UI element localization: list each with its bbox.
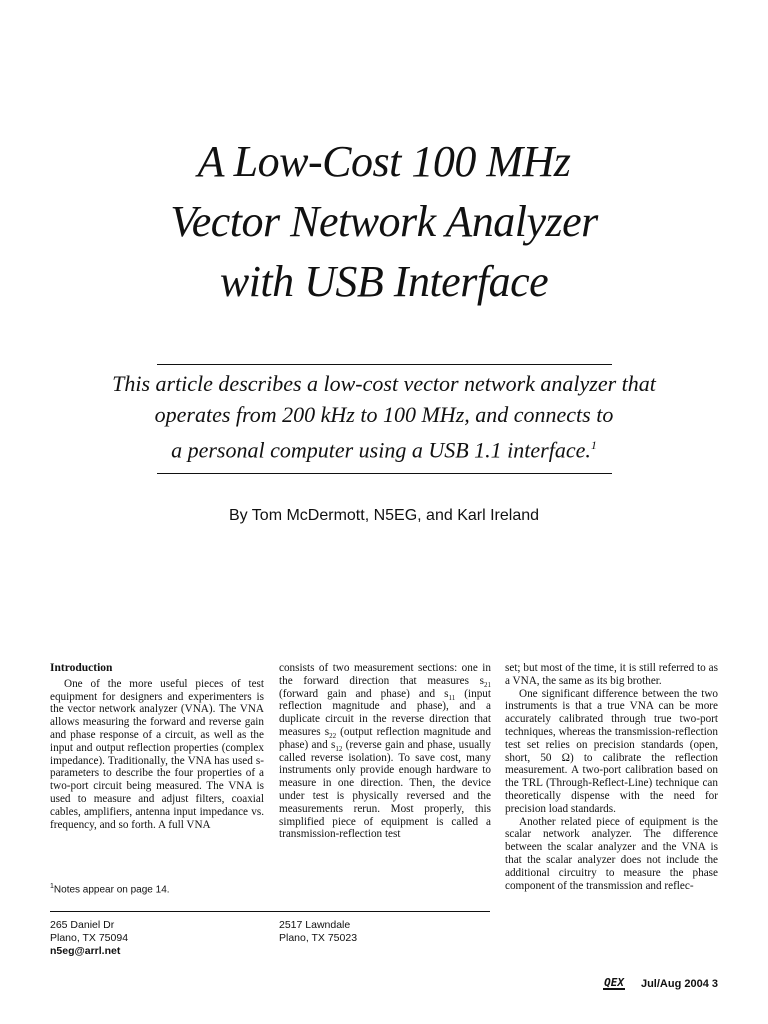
col1-paragraph: One of the more useful pieces of test equipment for designers and experimenters is the vector network analyzer (VNA). The VNA allows measuring the forward and reverse gain and phase response of a circuit, as well as the input and output reflection properties (complex impedance). Traditionally, the VNA has used s-parameters to describe the four properties of a two-port circuit being measured. The VNA is used to measure and adjust filters, coaxial cables, amplifiers, antenna input impedance vs. frequency, and so forth. A full VNA: [50, 677, 264, 831]
footnote-text: Notes appear on page 14.: [53, 884, 170, 896]
page-number: 3: [711, 978, 718, 990]
byline: By Tom McDermott, N5EG, and Karl Ireland: [228, 507, 540, 524]
body-column-3: [505, 662, 718, 892]
body-column-2: [279, 662, 491, 841]
col3-paragraph-3: Another related piece of equipment is the scalar network analyzer. The difference between the scalar analyzer and the VNA is that the scalar analyzer does not include the additional circuitry to measure the phase component of the transmission and reflec-: [505, 815, 718, 892]
author1-address: [50, 919, 128, 958]
title-line-1: A Low-Cost 100 MHz: [197, 137, 571, 186]
body-column-1: [50, 662, 264, 831]
author2-city: Plano, TX 75023: [279, 932, 358, 944]
footer-issue: Jul/Aug 2004 3: [640, 978, 718, 990]
abstract: [90, 368, 678, 465]
author1-street: 265 Daniel Dr: [50, 919, 115, 931]
abstract-line-3: a personal computer using a USB 1.1 interface.$^1$: [171, 437, 597, 463]
abstract-note-mark: 1: [590, 438, 597, 452]
address-rule: [50, 911, 490, 912]
page-footer: [603, 978, 718, 990]
title-line-2: Vector Network Analyzer: [170, 197, 598, 246]
col3-paragraph-2: One significant difference between the two instruments is that a true VNA can be more accurately calibrated through true two-port techniques, whereas the transmission-reflection test set relies on precision standards (open, short, 50 Ω) to calibrate the reflection measurement. A two-port calibration based on the TRL (Through-Reflect-Line) technique can theoretically dispense with the need for precision load standards.: [505, 687, 718, 815]
col2-paragraph: consists of two measurement sections: one in the forward direction that measures $s_{21}$ (forward gain and phase) and $s_{11}$ (input reflection magnitude and phase), and a duplicate circuit in the reverse direction that measures $s_{22}$ (output reflection magnitude and phase) and $s_{12}$ (reverse gain and phase, usually called reverse isolation). To save cost, many instruments only provide enough hardware to measure in one direction. Then, the device under test is physically reversed and the measurements rerun. Most properly, this simplified piece of equipment is called a transmission-reflection test: [279, 662, 491, 841]
col3-paragraph-1: set; but most of the time, it is still referred to as a VNA, the same as its big brother.: [505, 662, 718, 687]
title-line-3: with USB Interface: [219, 257, 549, 306]
section-heading-introduction: Introduction: [50, 662, 113, 674]
qex-logo: QEX: [604, 976, 624, 989]
abstract-top-rule: [157, 364, 612, 365]
author1-email: n5eg@arrl.net: [50, 945, 121, 957]
abstract-line-2: operates from 200 kHz to 100 MHz, and connects to: [154, 402, 614, 427]
author1-city: Plano, TX 75094: [50, 932, 129, 944]
abstract-bottom-rule: [157, 473, 612, 474]
abstract-line-1: This article describes a low-cost vector network analyzer that: [112, 371, 656, 396]
author2-address: [279, 919, 357, 945]
footnote: [50, 883, 264, 895]
footnote-mark: 1: [50, 883, 54, 890]
author2-street: 2517 Lawndale: [279, 919, 351, 931]
article-title: [0, 132, 768, 312]
